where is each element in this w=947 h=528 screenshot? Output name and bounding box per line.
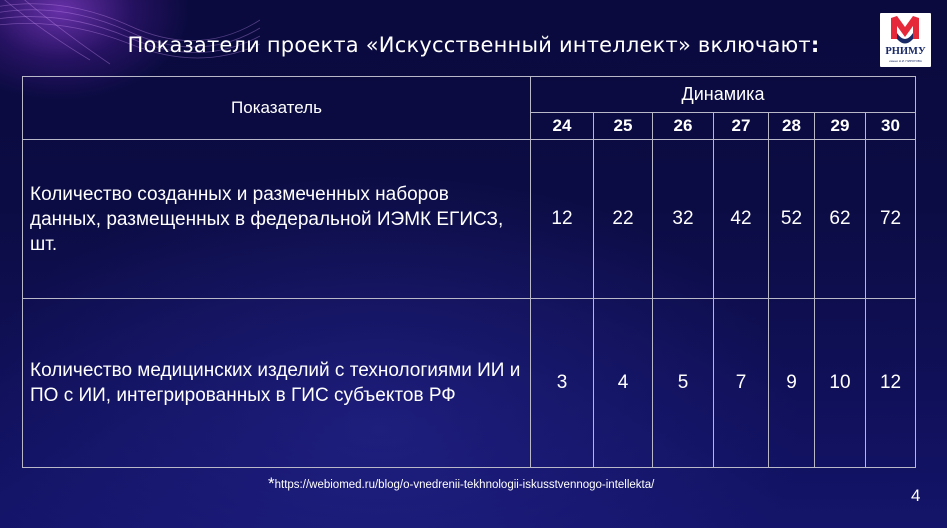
year-header: 29 [815, 113, 866, 140]
year-header: 26 [653, 113, 714, 140]
logo-emblem-icon [880, 13, 931, 47]
logo-text: РНИМУ [885, 46, 926, 57]
indicators-table [22, 76, 916, 468]
row-value: 7 [714, 299, 769, 468]
slide-title [0, 33, 947, 57]
row-value: 10 [815, 299, 866, 468]
row-value: 5 [653, 299, 714, 468]
footnote-link[interactable]: https://webiomed.ru/blog/o-vnedrenii-tekhnologii-iskusstvennogo-intellekta/ [274, 479, 655, 491]
year-header: 27 [714, 113, 769, 140]
table-row [23, 140, 916, 299]
year-header: 25 [594, 113, 653, 140]
row-value: 42 [714, 140, 769, 299]
row-value: 12 [531, 140, 594, 299]
footnote-marker: * [268, 474, 275, 493]
row-value: 3 [531, 299, 594, 468]
footnote [268, 474, 654, 494]
row-value: 9 [769, 299, 815, 468]
header-indicator: Показатель [23, 77, 531, 140]
row-label: Количество созданных и размеченных наборов данных, размещенных в федеральной ИЭМК ЕГИСЗ, шт. [23, 140, 531, 299]
university-logo [880, 13, 931, 67]
page-number: 4 [911, 486, 921, 505]
row-label: Количество медицинских изделий с технологиями ИИ и ПО с ИИ, интегрированных в ГИС субъектов РФ [23, 299, 531, 468]
year-header: 28 [769, 113, 815, 140]
logo-subtext: имени Н.И. ПИРОГОВА [889, 59, 922, 63]
table-row [23, 299, 916, 468]
row-value: 72 [866, 140, 916, 299]
slide-title-colon: : [810, 33, 820, 57]
row-value: 22 [594, 140, 653, 299]
year-header: 24 [531, 113, 594, 140]
slide-title-text: Показатели проекта «Искусственный интеллект» включают [127, 33, 811, 57]
row-value: 12 [866, 299, 916, 468]
row-value: 62 [815, 140, 866, 299]
row-value: 52 [769, 140, 815, 299]
row-value: 4 [594, 299, 653, 468]
year-header: 30 [866, 113, 916, 140]
header-dynamics: Динамика [531, 77, 916, 113]
row-value: 32 [653, 140, 714, 299]
